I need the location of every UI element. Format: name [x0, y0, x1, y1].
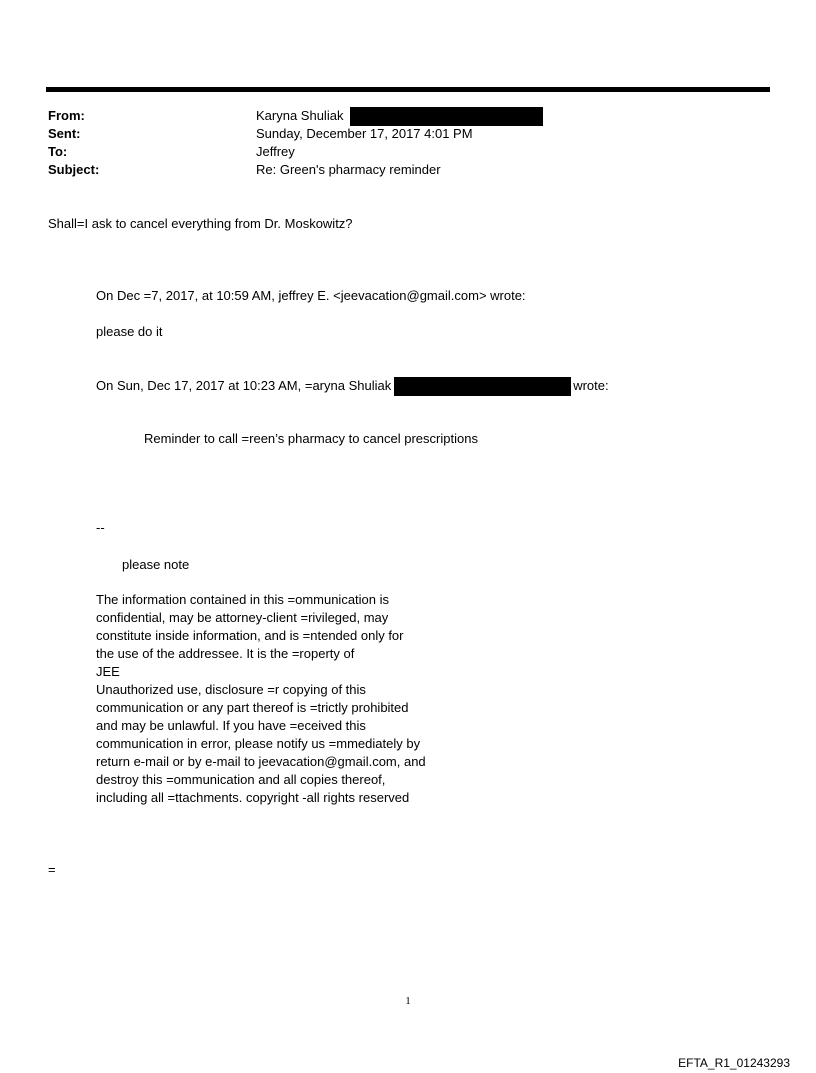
signature-separator: --: [96, 520, 105, 535]
sent-value: Sunday, December 17, 2017 4:01 PM: [256, 126, 473, 141]
quote2-header-suffix: wrote:: [573, 378, 609, 393]
header-divider: [46, 87, 770, 92]
trailing-equals: =: [48, 862, 56, 877]
quote2-text: Reminder to call =reen’s pharmacy to cancel prescriptions: [144, 431, 478, 446]
disclaimer-line: communication or any part thereof is =trictly prohibited: [96, 700, 409, 715]
disclaimer-line: constitute inside information, and is =ntended only for: [96, 628, 404, 643]
disclaimer-line: communication in error, please notify us =mmediately by: [96, 736, 421, 751]
to-value: Jeffrey: [256, 144, 295, 159]
disclaimer-line: The information contained in this =ommunication is: [96, 592, 390, 607]
redaction-box: [394, 377, 571, 396]
confidentiality-disclaimer: [96, 591, 426, 807]
disclaimer-line: and may be unlawful. If you have =eceived this: [96, 718, 366, 733]
page-number: 1: [405, 995, 411, 1007]
sent-label: Sent:: [48, 126, 81, 141]
subject-value: Re: Green's pharmacy reminder: [256, 162, 441, 177]
quote2-header: [96, 377, 609, 396]
disclaimer-line: the use of the addressee. It is the =roperty of: [96, 646, 355, 661]
disclaimer-line: confidential, may be attorney-client =rivileged, may: [96, 610, 389, 625]
quote1-header: On Dec =7, 2017, at 10:59 AM, jeffrey E. <jeevacation@gmail.com> wrote:: [96, 288, 526, 303]
reply-line: Shall=I ask to cancel everything from Dr. Moskowitz?: [48, 216, 353, 231]
disclaimer-line: including all =ttachments. copyright -all rights reserved: [96, 790, 410, 805]
redaction-box: [350, 107, 543, 126]
quote2-header-prefix: On Sun, Dec 17, 2017 at 10:23 AM, =aryna Shuliak: [96, 378, 392, 393]
disclaimer-line: Unauthorized use, disclosure =r copying of this: [96, 682, 366, 697]
subject-label: Subject:: [48, 162, 100, 177]
disclaimer-line: JEE: [96, 664, 120, 679]
from-label: From:: [48, 108, 85, 123]
from-value: [256, 107, 543, 126]
disclaimer-line: return e-mail or by e-mail to jeevacation@gmail.com, and: [96, 754, 426, 769]
disclaimer-line: destroy this =ommunication and all copies thereof,: [96, 772, 386, 787]
bates-number: EFTA_R1_01243293: [678, 1056, 790, 1070]
from-name: Karyna Shuliak: [256, 108, 344, 123]
please-note: please note: [122, 557, 190, 572]
quote1-text: please do it: [96, 324, 163, 339]
to-label: To:: [48, 144, 68, 159]
